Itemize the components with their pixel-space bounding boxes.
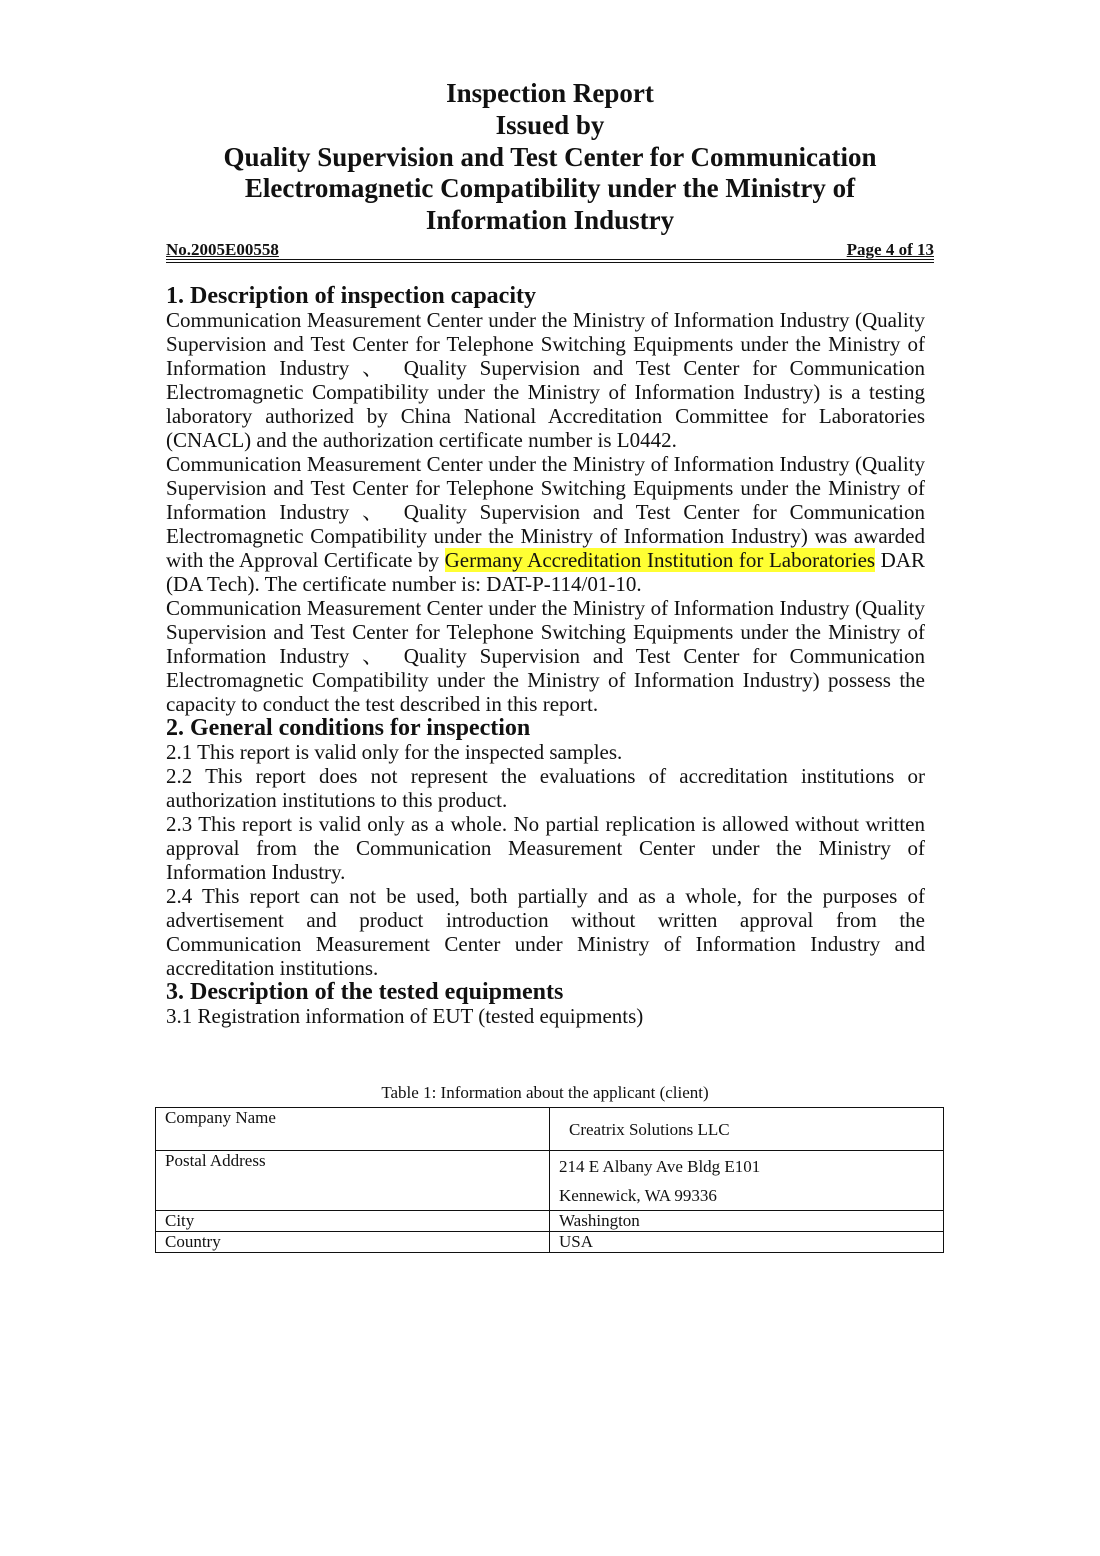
applicant-info-table bbox=[155, 1107, 944, 1253]
table-row bbox=[156, 1108, 944, 1151]
section1-paragraph-3: Communication Measurement Center under the Ministry of Information Industry (Quality Supervision and Test Center for Telephone Switching Equipments under the Ministry of Information Industry 、 Quality Supervision and Test Center for Communication Electromagnetic Compatibility under the Ministry of Information Industry) possess the capacity to conduct the test described in this report. bbox=[166, 596, 925, 716]
report-number: No.2005E00558 bbox=[166, 240, 279, 259]
section3-heading: 3. Description of the tested equipments bbox=[166, 979, 564, 1005]
title-line-4: Electromagnetic Compatibility under the Ministry of bbox=[244, 173, 856, 204]
table-row bbox=[156, 1232, 944, 1253]
section3-subheading: 3.1 Registration information of EUT (tested equipments) bbox=[166, 1004, 644, 1028]
section1-paragraph-1: Communication Measurement Center under the Ministry of Information Industry (Quality Supervision and Test Center for Telephone Switching Equipments under the Ministry of Information Industry 、 Quality Supervision and Test Center for Communication Electromagnetic Compatibility under the Ministry of Information Industry) is a testing laboratory authorized by China National Accreditation Committee for Laboratories (CNACL) and the authorization certificate number is L0442. bbox=[166, 308, 925, 452]
table-row bbox=[156, 1151, 944, 1211]
city-label: City bbox=[156, 1211, 550, 1232]
postal-address-cell bbox=[550, 1151, 944, 1211]
title-line-1: Inspection Report bbox=[446, 78, 654, 108]
company-name-value: Creatrix Solutions LLC bbox=[569, 1120, 730, 1139]
postal-address-line-1: 214 E Albany Ave Bldg E101 bbox=[559, 1157, 761, 1176]
table-row bbox=[156, 1211, 944, 1232]
header-rule-bottom bbox=[166, 262, 934, 263]
company-name-label: Company Name bbox=[156, 1108, 550, 1151]
postal-address-label: Postal Address bbox=[156, 1151, 550, 1211]
city-value: Washington bbox=[550, 1211, 944, 1232]
para2-text-after: DAR (DA Tech). The certificate number is: DAT-P-114/01-10. bbox=[166, 548, 926, 596]
title-line-5: Information Industry bbox=[425, 205, 675, 236]
title-line-2: Issued by bbox=[495, 109, 605, 140]
header-rule-top bbox=[166, 259, 934, 260]
country-label: Country bbox=[156, 1232, 550, 1253]
table-caption: Table 1: Information about the applicant (client) bbox=[381, 1083, 709, 1102]
company-name-cell bbox=[550, 1108, 944, 1151]
para2-text-before: Communication Measurement Center under the Ministry of Information Industry (Quality Supervision and Test Center for Telephone Switching Equipments under the Ministry of Information Industry 、 Quality Supervision and Test Center for Communication Electromagnetic Compatibility under the Ministry of Information Industry) was awarded with the Approval Certificate by bbox=[166, 452, 925, 572]
condition-item-3: 2.3 This report is valid only as a whole. No partial replication is allowed without written approval from the Communication Measurement Center under the Ministry of Information Industry. bbox=[166, 812, 925, 884]
condition-item-2: 2.2 This report does not represent the evaluations of accreditation institutions or authorization institutions to this product. bbox=[166, 764, 925, 812]
country-value: USA bbox=[550, 1232, 944, 1253]
section2-heading: 2. General conditions for inspection bbox=[166, 715, 531, 741]
section1-heading: 1. Description of inspection capacity bbox=[166, 283, 536, 309]
highlighted-accreditation-name: Germany Accreditation Institution for Laboratories bbox=[444, 548, 876, 572]
report-title-block bbox=[0, 78, 1100, 237]
condition-item-4: 2.4 This report can not be used, both partially and as a whole, for the purposes of advertisement and product introduction without written approval from the Communication Measurement Center under Ministry of Information Industry and accreditation institutions. bbox=[166, 884, 925, 980]
condition-item-1: 2.1 This report is valid only for the inspected samples. bbox=[166, 740, 623, 764]
title-line-3: Quality Supervision and Test Center for Communication bbox=[223, 141, 877, 172]
postal-address-line-2: Kennewick, WA 99336 bbox=[559, 1186, 717, 1205]
page-number: Page 4 of 13 bbox=[846, 240, 934, 259]
section1-paragraph-2 bbox=[166, 452, 925, 596]
report-body bbox=[166, 284, 925, 1028]
